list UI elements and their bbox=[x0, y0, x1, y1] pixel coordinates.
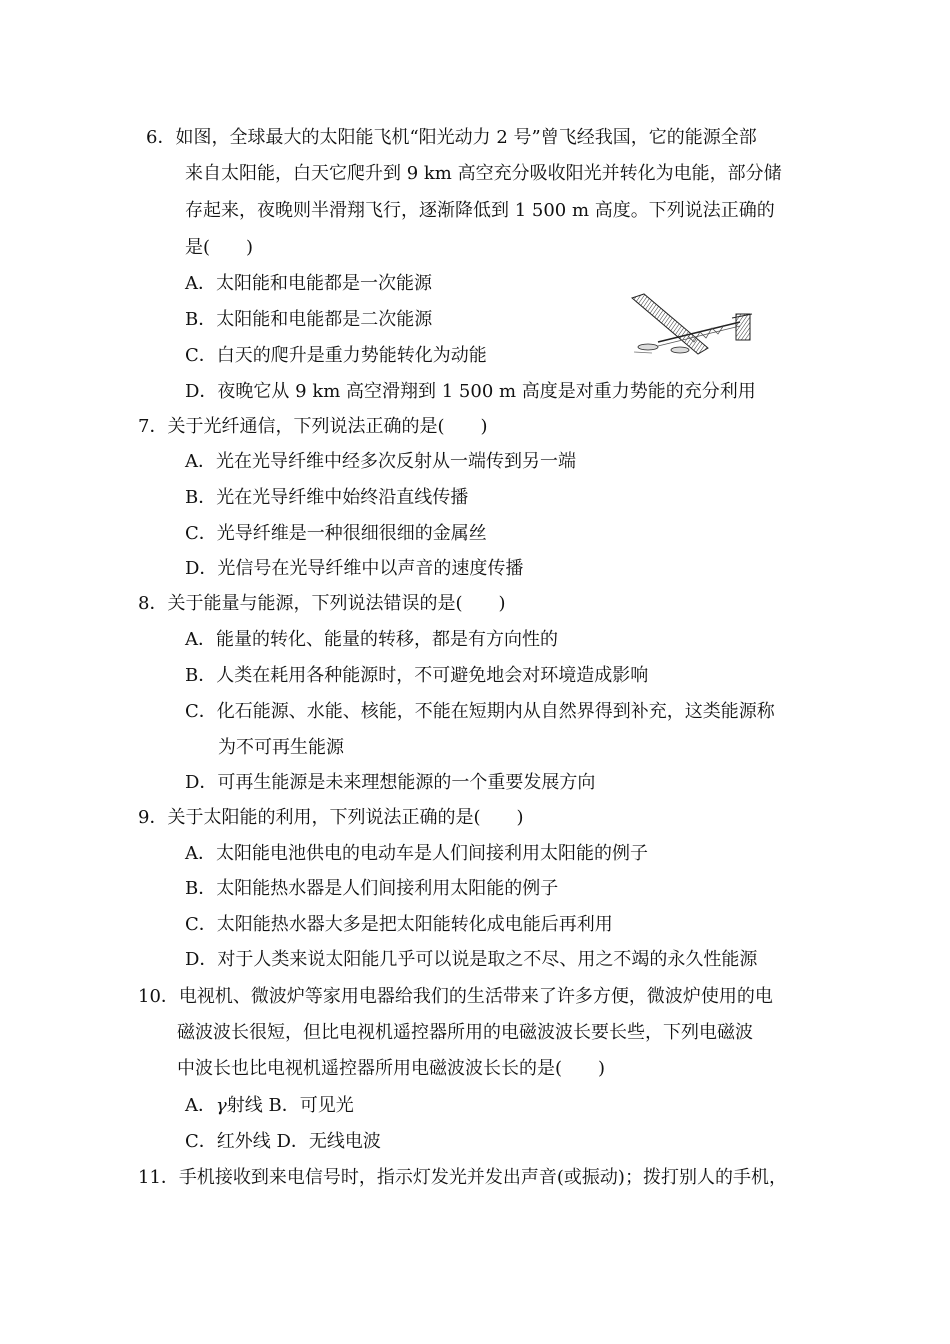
question-stem: 如图，全球最大的太阳能飞机“阳光动力 2 号”曾飞经我国，它的能源全部 bbox=[175, 127, 757, 148]
question-10-line-2: 磁波波长很短，但比电视机遥控器所用的电磁波波长要长些，下列电磁波 bbox=[177, 1022, 753, 1043]
question-7-option-b: B．光在光导纤维中始终沿直线传播 bbox=[185, 487, 469, 508]
gamma-symbol: γ bbox=[216, 1095, 227, 1116]
question-10-line-1 bbox=[138, 985, 773, 1009]
question-9-option-d: D．对于人类来说太阳能几乎可以说是取之不尽、用之不竭的永久性能源 bbox=[185, 949, 758, 970]
question-9-option-a: A．太阳能电池供电的电动车是人们间接利用太阳能的例子 bbox=[185, 843, 648, 864]
question-8-option-d: D．可再生能源是未来理想能源的一个重要发展方向 bbox=[185, 772, 596, 793]
question-6-line-1 bbox=[146, 126, 757, 150]
question-number: 11． bbox=[138, 1167, 179, 1188]
question-6-line-4: 是( ) bbox=[185, 237, 254, 258]
question-number: 9． bbox=[138, 807, 168, 828]
solar-plane-illustration bbox=[628, 292, 756, 362]
question-8-stem bbox=[138, 592, 506, 616]
option-a-prefix: A． bbox=[185, 1095, 216, 1116]
question-stem: 关于光纤通信，下列说法正确的是( ) bbox=[167, 416, 488, 437]
question-7-option-a: A．光在光导纤维中经多次反射从一端传到另一端 bbox=[185, 451, 576, 472]
question-9-option-c: C．太阳能热水器大多是把太阳能转化成电能后再利用 bbox=[185, 914, 613, 935]
question-6-option-b: B．太阳能和电能都是二次能源 bbox=[185, 309, 433, 330]
question-10-option-cd: C．红外线 D．无线电波 bbox=[185, 1131, 381, 1152]
question-8-option-c: C．化石能源、水能、核能，不能在短期内从自然界得到补充，这类能源称 bbox=[185, 701, 775, 722]
question-number: 6． bbox=[146, 127, 176, 148]
question-11-stem bbox=[138, 1166, 787, 1190]
question-6-option-d: D．夜晚它从 9 km 高空滑翔到 1 500 m 高度是对重力势能的充分利用 bbox=[185, 381, 756, 402]
question-number: 8． bbox=[138, 593, 168, 614]
question-number: 7． bbox=[138, 416, 168, 437]
question-9-stem bbox=[138, 806, 524, 830]
question-6-option-a: A．太阳能和电能都是一次能源 bbox=[185, 273, 432, 294]
question-7-option-c: C．光导纤维是一种很细很细的金属丝 bbox=[185, 523, 487, 544]
question-8-option-c-cont: 为不可再生能源 bbox=[218, 737, 344, 758]
question-7-stem bbox=[138, 415, 488, 439]
question-10-option-ab bbox=[185, 1094, 354, 1118]
question-stem: 手机接收到来电信号时，指示灯发光并发出声音(或振动)；拨打别人的手机， bbox=[178, 1167, 787, 1188]
question-8-option-b: B．人类在耗用各种能源时，不可避免地会对环境造成影响 bbox=[185, 665, 649, 686]
question-10-line-3: 中波长也比电视机遥控器所用电磁波波长长的是( ) bbox=[177, 1058, 606, 1079]
question-stem: 电视机、微波炉等家用电器给我们的生活带来了许多方便，微波炉使用的电 bbox=[178, 986, 773, 1007]
question-7-option-d: D．光信号在光导纤维中以声音的速度传播 bbox=[185, 558, 524, 579]
question-6-option-c: C．白天的爬升是重力势能转化为动能 bbox=[185, 345, 487, 366]
question-9-option-b: B．太阳能热水器是人们间接利用太阳能的例子 bbox=[185, 878, 559, 899]
question-6-line-2: 来自太阳能，白天它爬升到 9 km 高空充分吸收阳光并转化为电能，部分储 bbox=[185, 163, 782, 184]
question-number: 10． bbox=[138, 986, 179, 1007]
question-stem: 关于能量与能源，下列说法错误的是( ) bbox=[167, 593, 506, 614]
question-stem: 关于太阳能的利用，下列说法正确的是( ) bbox=[167, 807, 524, 828]
question-6-line-3: 存起来，夜晚则半滑翔飞行，逐渐降低到 1 500 m 高度。下列说法正确的 bbox=[185, 200, 775, 221]
option-ab-text: 射线 B．可见光 bbox=[226, 1095, 354, 1116]
question-8-option-a: A．能量的转化、能量的转移，都是有方向性的 bbox=[185, 629, 558, 650]
